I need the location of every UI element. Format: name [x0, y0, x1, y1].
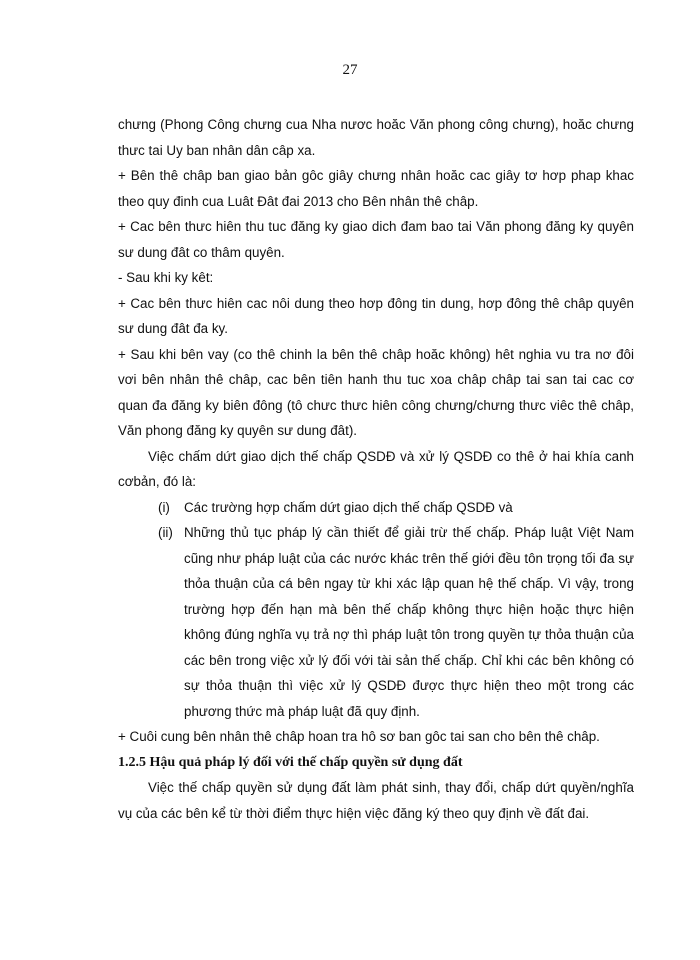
paragraph: - Sau khi ky kêt: — [118, 270, 214, 285]
paragraph: Việc thế chấp quyền sử dụng đất làm phát sinh, thay đổi, chấp dứt quyền/nghĩa vụ của các bên kể từ thời điểm thực hiện việc đăng ký theo quy định về đất đai. — [118, 780, 634, 821]
list-item — [118, 520, 634, 724]
page-number: 27 — [342, 62, 358, 78]
list-marker: (i) — [158, 499, 170, 515]
page-body — [118, 112, 634, 826]
paragraph: + Cac bên thưc hiên thu tuc đăng ky giao dich đam bao tai Văn phong đăng ky quyên sư dung đât co thâm quyên. — [118, 219, 634, 260]
paragraph: chưng (Phong Công chưng cua Nha nươc hoăc Văn phong công chưng), hoăc chưng thưc tai Uy ban nhân dân câp xa. — [118, 117, 634, 158]
section-heading: 1.2.5 Hậu quả pháp lý đối với thế chấp quyền sử dụng đất — [118, 754, 463, 770]
paragraph: + Cuôi cung bên nhân thê châp hoan tra hô sơ ban gôc tai san cho bên thê châp. — [118, 729, 600, 744]
list-marker: (ii) — [158, 525, 173, 540]
paragraph: Việc chấm dứt giao dịch thế chấp QSDĐ và xử lý QSDĐ co thê ở hai khía canh cơbản, đó là: — [118, 448, 634, 489]
list-item-text: Các trường hợp chấm dứt giao dịch thế chấp QSDĐ và — [184, 499, 513, 515]
list-item — [118, 495, 634, 521]
paragraph: + Sau khi bên vay (co thê chinh la bên thê châp hoăc không) hêt nghia vu tra nơ đôi vơi bên nhân thê châp, cac bên tiên hanh thu tuc xoa châp châp tai san tai cac cơ quan đa đăng ky biên đông (tô chưc thưc hiên công chưng/chưng thưc viêc thê châp, Văn phong đăng ky quyên sư dung đât). — [118, 346, 634, 438]
list-item-text: Những thủ tục pháp lý cần thiết để giải trừ thế chấp. Pháp luật Việt Nam cũng như pháp luật của các nước khác trên thế giới đều tôn trọng tối đa sự thỏa thuận của cá bên ngay từ khi xác lập quan hệ thế chấp. Vì vậy, trong trường hợp đến hạn mà bên thế chấp không thực hiện hoặc thực hiện không đúng nghĩa vụ trả nợ thì pháp luật tôn trong quyền tự thỏa thuận của các bên trong việc xử lý đối với tài sản thế chấp. Chỉ khi các bên không có sự thỏa thuận thì việc xử lý QSDĐ được thực hiện theo một trong các phương thức mà pháp luật đã quy định. — [184, 525, 634, 719]
paragraph: + Cac bên thưc hiên cac nôi dung theo hơp đông tin dung, hơp đông thê châp quyên sư dung đât đa ky. — [118, 295, 634, 336]
paragraph: + Bên thê châp ban giao bản gôc giây chưng nhân hoăc cac giây tơ hơp phap khac theo quy đinh cua Luât Đât đai 2013 cho Bên nhân thê châp. — [118, 168, 634, 209]
